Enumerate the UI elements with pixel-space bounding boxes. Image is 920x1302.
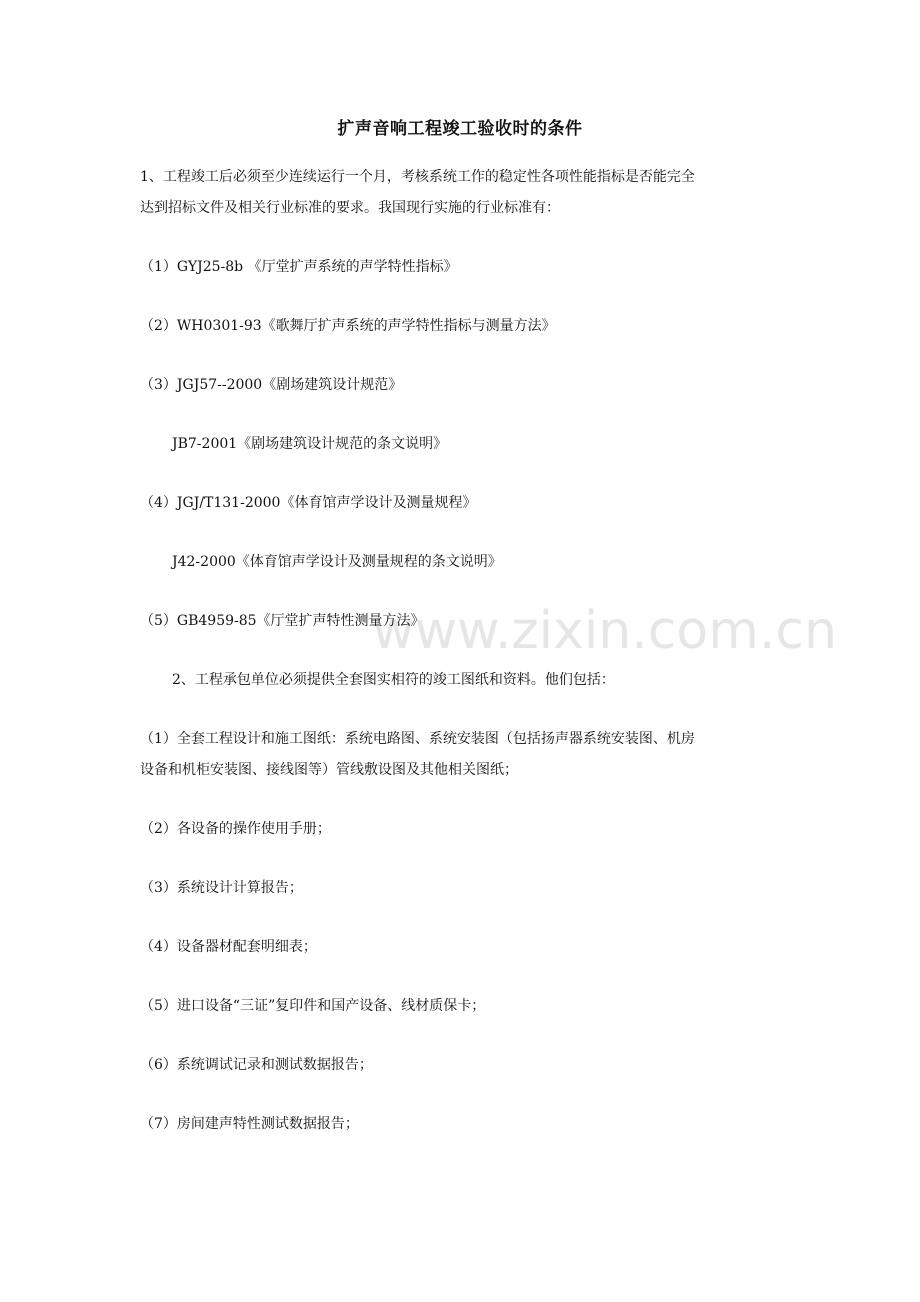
standard-3: （3）JGJ57--2000《剧场建筑设计规范》 bbox=[140, 377, 403, 393]
paragraph-1-line-1: 1、工程竣工后必须至少连续运行一个月，考核系统工作的稳定性各项性能指标是否能完全 bbox=[140, 169, 695, 185]
standard-2: （2）WH0301-93《歌舞厅扩声系统的声学特性指标与测量方法》 bbox=[140, 318, 556, 334]
standard-4-note: J42-2000《体育馆声学设计及测量规程的条文说明》 bbox=[172, 554, 502, 570]
watermark: www.zixin.com.cn bbox=[372, 601, 837, 661]
item-6: （6）系统调试记录和测试数据报告； bbox=[140, 1057, 373, 1073]
item-4: （4）设备器材配套明细表； bbox=[140, 939, 317, 955]
paragraph-1-line-2: 达到招标文件及相关行业标准的要求。我国现行实施的行业标准有： bbox=[140, 200, 560, 216]
standard-3-note: JB7-2001《剧场建筑设计规范的条文说明》 bbox=[172, 436, 448, 452]
item-3: （3）系统设计计算报告； bbox=[140, 880, 303, 896]
item-5: （5）进口设备“三证”复印件和国产设备、线材质保卡； bbox=[140, 998, 486, 1014]
paragraph-2: 2、工程承包单位必须提供全套图实相符的竣工图纸和资料。他们包括： bbox=[172, 672, 615, 688]
item-1-line-1: （1）全套工程设计和施工图纸：系统电路图、系统安装图（包括扬声器系统安装图、机房 bbox=[140, 731, 695, 747]
standard-5: （5）GB4959-85《厅堂扩声特性测量方法》 bbox=[140, 613, 425, 629]
document-title: 扩声音响工程竣工验收时的条件 bbox=[337, 119, 583, 139]
item-2: （2）各设备的操作使用手册； bbox=[140, 821, 331, 837]
standard-4: （4）JGJ/T131-2000《体育馆声学设计及测量规程》 bbox=[140, 495, 477, 511]
item-1-line-2: 设备和机柜安装图、接线图等）管线敷设图及其他相关图纸； bbox=[140, 762, 518, 778]
item-7: （7）房间建声特性测试数据报告； bbox=[140, 1116, 359, 1132]
standard-1: （1）GYJ25-8b 《厅堂扩声系统的声学特性指标》 bbox=[140, 259, 458, 275]
